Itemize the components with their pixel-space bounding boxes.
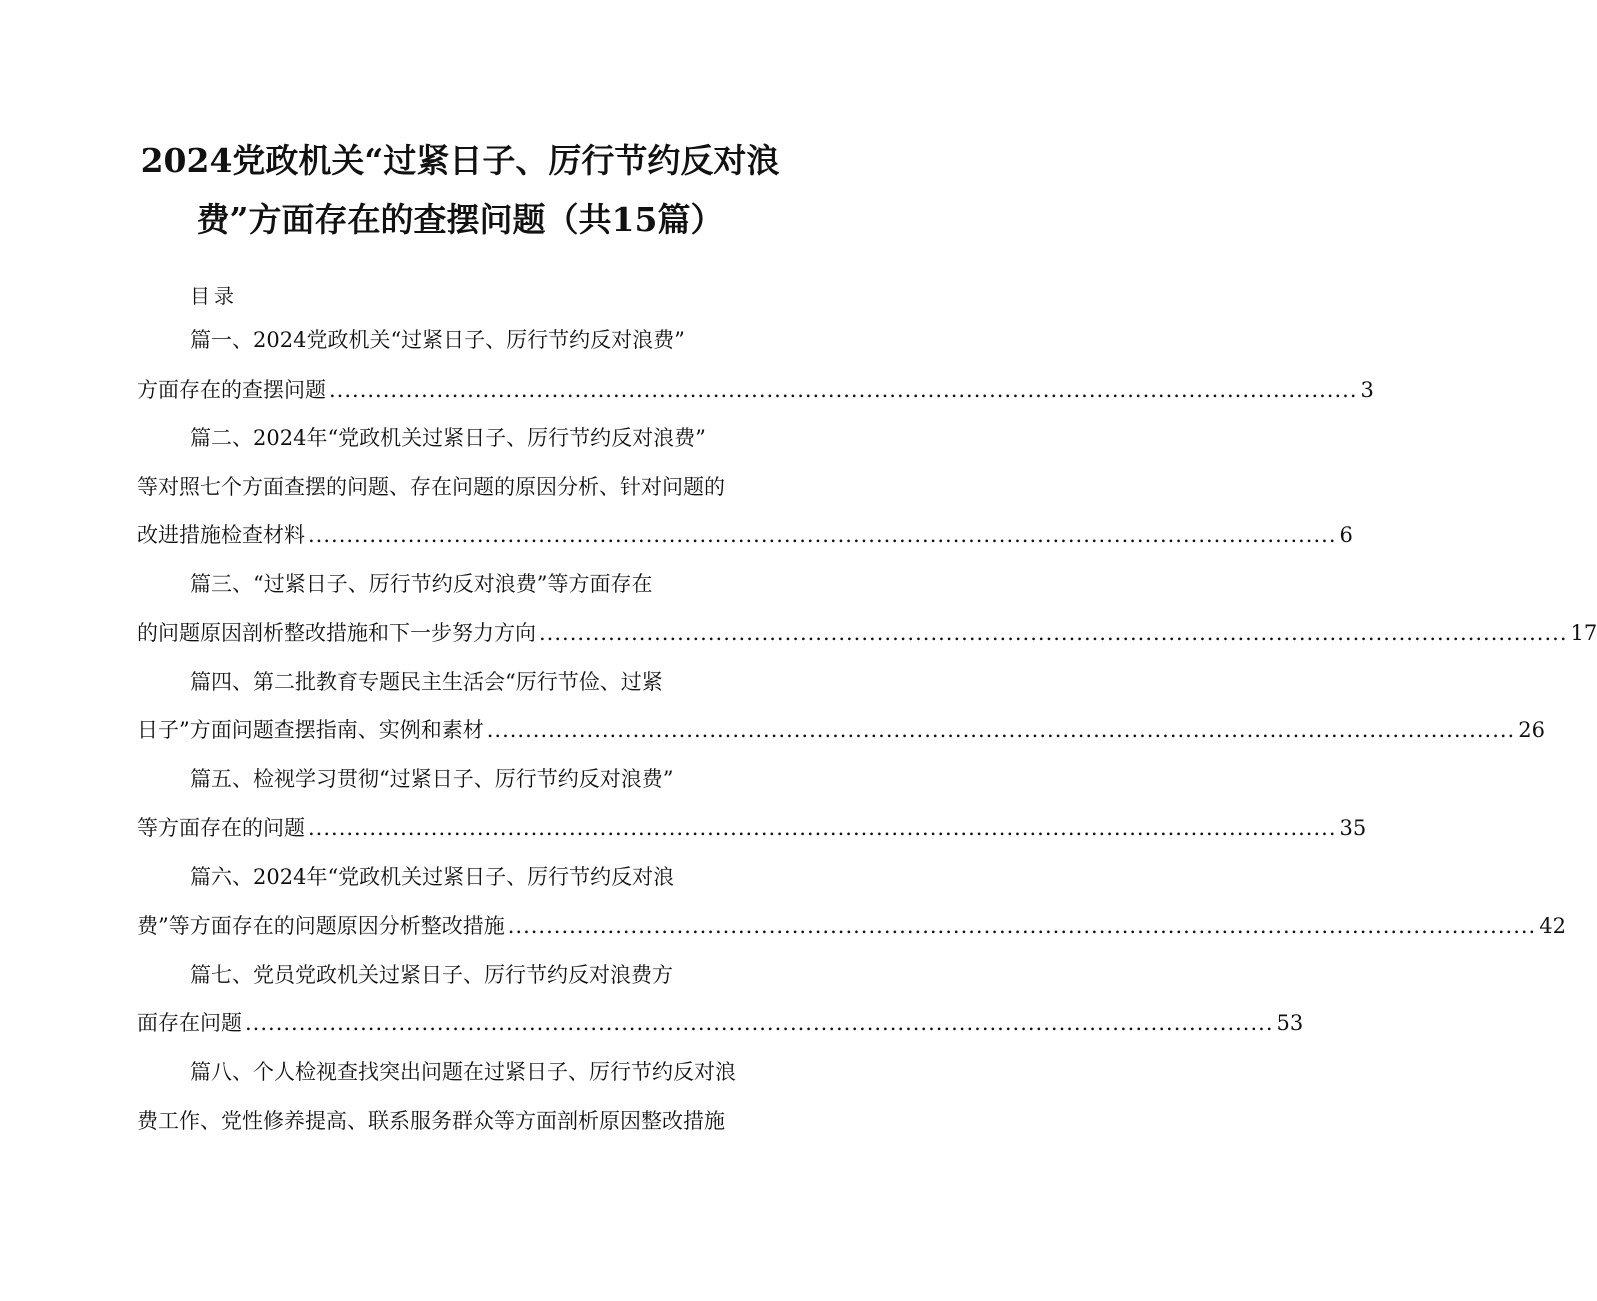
toc-entry-4-page: 26 (1518, 718, 1545, 742)
title-line-1: 2024党政机关“过紧日子、厉行节约反对浪 (140, 141, 780, 180)
toc-entry-1-text: 方面存在的查摆问题 (137, 378, 326, 402)
toc-entry-2-text: 改进措施检查材料 (137, 523, 305, 547)
toc-entry-3-text: 的问题原因剖析整改措施和下一步努力方向 (137, 621, 536, 645)
toc-entry-5-page: 35 (1339, 816, 1367, 840)
toc-entry-3-row[interactable] (137, 621, 1597, 645)
toc-heading: 目录 (190, 284, 238, 308)
toc-entry-1-row[interactable] (137, 378, 1374, 402)
toc-leader-dots: ...................................................................................................................................... (329, 378, 1358, 402)
toc-entry-2-page: 6 (1339, 523, 1353, 547)
toc-entry-3-page: 17 (1570, 621, 1597, 645)
toc-entry-4-row[interactable] (137, 718, 1545, 742)
toc-entry-4-text: 日子”方面问题查摆指南、实例和素材 (137, 718, 484, 742)
toc-entry-1-page: 3 (1360, 378, 1374, 402)
toc-entry-2-line-2[interactable]: 等对照七个方面查摆的问题、存在问题的原因分析、针对问题的 (137, 475, 725, 499)
toc-entry-7-text: 面存在问题 (137, 1011, 242, 1035)
toc-leader-dots: ...................................................................................................................................... (308, 523, 1337, 547)
toc-entry-6-page: 42 (1539, 914, 1566, 938)
toc-leader-dots: ...................................................................................................................................... (507, 914, 1537, 938)
toc-entry-5-line-1[interactable]: 篇五、检视学习贯彻“过紧日子、厉行节约反对浪费” (190, 767, 674, 791)
toc-entry-5-text: 等方面存在的问题 (137, 816, 305, 840)
toc-entry-8-line-1[interactable]: 篇八、个人检视查找突出问题在过紧日子、厉行节约反对浪 (190, 1060, 736, 1084)
toc-leader-dots: ...................................................................................................................................... (308, 816, 1337, 840)
toc-leader-dots: ...................................................................................................................................... (539, 621, 1568, 645)
toc-entry-7-page: 53 (1276, 1011, 1304, 1035)
toc-entry-5-row[interactable] (137, 816, 1367, 840)
toc-entry-6-text: 费”等方面存在的问题原因分析整改措施 (137, 914, 505, 938)
toc-entry-7-line-1[interactable]: 篇七、党员党政机关过紧日子、厉行节约反对浪费方 (190, 963, 673, 987)
toc-entry-4-line-1[interactable]: 篇四、第二批教育专题民主生活会“厉行节俭、过紧 (190, 670, 663, 694)
title-line-2: 费”方面存在的查摆问题（共15篇） (196, 200, 724, 239)
toc-leader-dots: ...................................................................................................................................... (245, 1011, 1274, 1035)
toc-entry-2-row[interactable] (137, 523, 1353, 547)
toc-leader-dots: ...................................................................................................................................... (486, 718, 1516, 742)
toc-entry-6-line-1[interactable]: 篇六、2024年“党政机关过紧日子、厉行节约反对浪 (190, 865, 675, 889)
toc-entry-8-line-2[interactable]: 费工作、党性修养提高、联系服务群众等方面剖析原因整改措施 (137, 1109, 725, 1133)
toc-entry-6-row[interactable] (137, 914, 1566, 938)
toc-entry-1-line-1[interactable]: 篇一、2024党政机关“过紧日子、厉行节约反对浪费” (190, 328, 685, 352)
toc-entry-7-row[interactable] (137, 1011, 1304, 1035)
toc-entry-2-line-1[interactable]: 篇二、2024年“党政机关过紧日子、厉行节约反对浪费” (190, 426, 706, 450)
toc-entry-3-line-1[interactable]: 篇三、“过紧日子、厉行节约反对浪费”等方面存在 (190, 572, 653, 596)
